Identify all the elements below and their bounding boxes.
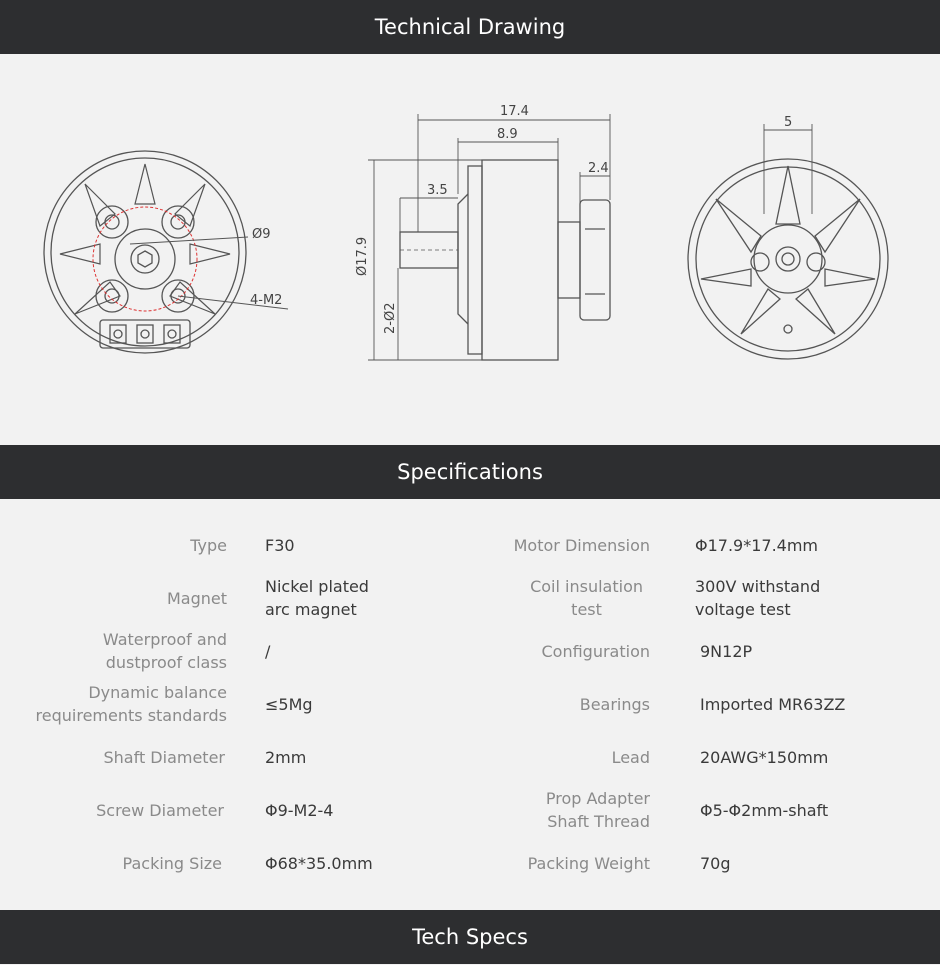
dim-5: 5	[784, 115, 793, 130]
spec-value-configuration: 9N12P	[700, 642, 753, 661]
specifications-table	[0, 499, 940, 910]
spec-label-waterproof: Waterproof and dustproof class	[102, 630, 227, 672]
dim-3-5: 3.5	[427, 183, 448, 198]
dim-17-4: 17.4	[500, 104, 529, 119]
spec-label-packing-size: Packing Size	[122, 854, 222, 873]
spec-value-prop-adapter: Φ5-Φ2mm-shaft	[700, 801, 829, 820]
spec-label-type: Type	[190, 536, 227, 555]
spec-label-dynamic-balance: Dynamic balance requirements standards	[35, 683, 227, 725]
dim-8-9: 8.9	[497, 127, 518, 142]
spec-value-type: F30	[265, 536, 295, 555]
spec-value-bearings: Imported MR63ZZ	[700, 695, 846, 714]
spec-label-screw-diameter: Screw Diameter	[96, 801, 224, 820]
spec-value-motor-dimension: Φ17.9*17.4mm	[695, 536, 819, 555]
spec-label-coil-insulation: Coil insulation test	[530, 577, 643, 619]
dim-d9: Ø9	[252, 227, 271, 242]
spec-value-lead: 20AWG*150mm	[700, 748, 829, 767]
spec-value-waterproof: /	[265, 642, 271, 661]
spec-value-packing-weight: 70g	[700, 854, 731, 873]
spec-value-magnet: Nickel plated arc magnet	[265, 577, 369, 619]
spec-value-shaft-diameter: 2mm	[265, 748, 307, 767]
spec-label-lead: Lead	[611, 748, 650, 767]
section-title: Technical Drawing	[374, 15, 566, 39]
spec-value-packing-size: Φ68*35.0mm	[265, 854, 373, 873]
dim-2-4: 2.4	[588, 161, 609, 176]
section-header-technical-drawing	[0, 0, 940, 54]
spec-label-motor-dimension: Motor Dimension	[513, 536, 650, 555]
motor-drawing-svg	[0, 54, 940, 445]
spec-label-bearings: Bearings	[579, 695, 650, 714]
bottom-view	[44, 151, 288, 353]
dim-d17-9: Ø17.9	[355, 236, 370, 276]
spec-label-shaft-diameter: Shaft Diameter	[103, 748, 225, 767]
technical-drawing	[0, 54, 940, 445]
dim-shaft-2: 2-Ø2	[383, 302, 398, 334]
side-view	[368, 114, 610, 360]
section-header-specifications	[0, 445, 940, 499]
section-header-tech-specs	[0, 910, 940, 964]
spec-label-packing-weight: Packing Weight	[527, 854, 650, 873]
section-title: Tech Specs	[412, 925, 528, 949]
section-title: Specifications	[397, 460, 543, 484]
top-view	[688, 124, 888, 359]
spec-label-prop-adapter: Prop Adapter Shaft Thread	[545, 789, 650, 831]
spec-value-dynamic-balance: ≤5Mg	[265, 695, 313, 714]
spec-value-screw-diameter: Φ9-M2-4	[265, 801, 334, 820]
spec-label-configuration: Configuration	[541, 642, 650, 661]
spec-value-coil-insulation: 300V withstand voltage test	[695, 577, 821, 619]
spec-label-magnet: Magnet	[166, 589, 227, 608]
dim-m2: 4-M2	[250, 293, 283, 308]
